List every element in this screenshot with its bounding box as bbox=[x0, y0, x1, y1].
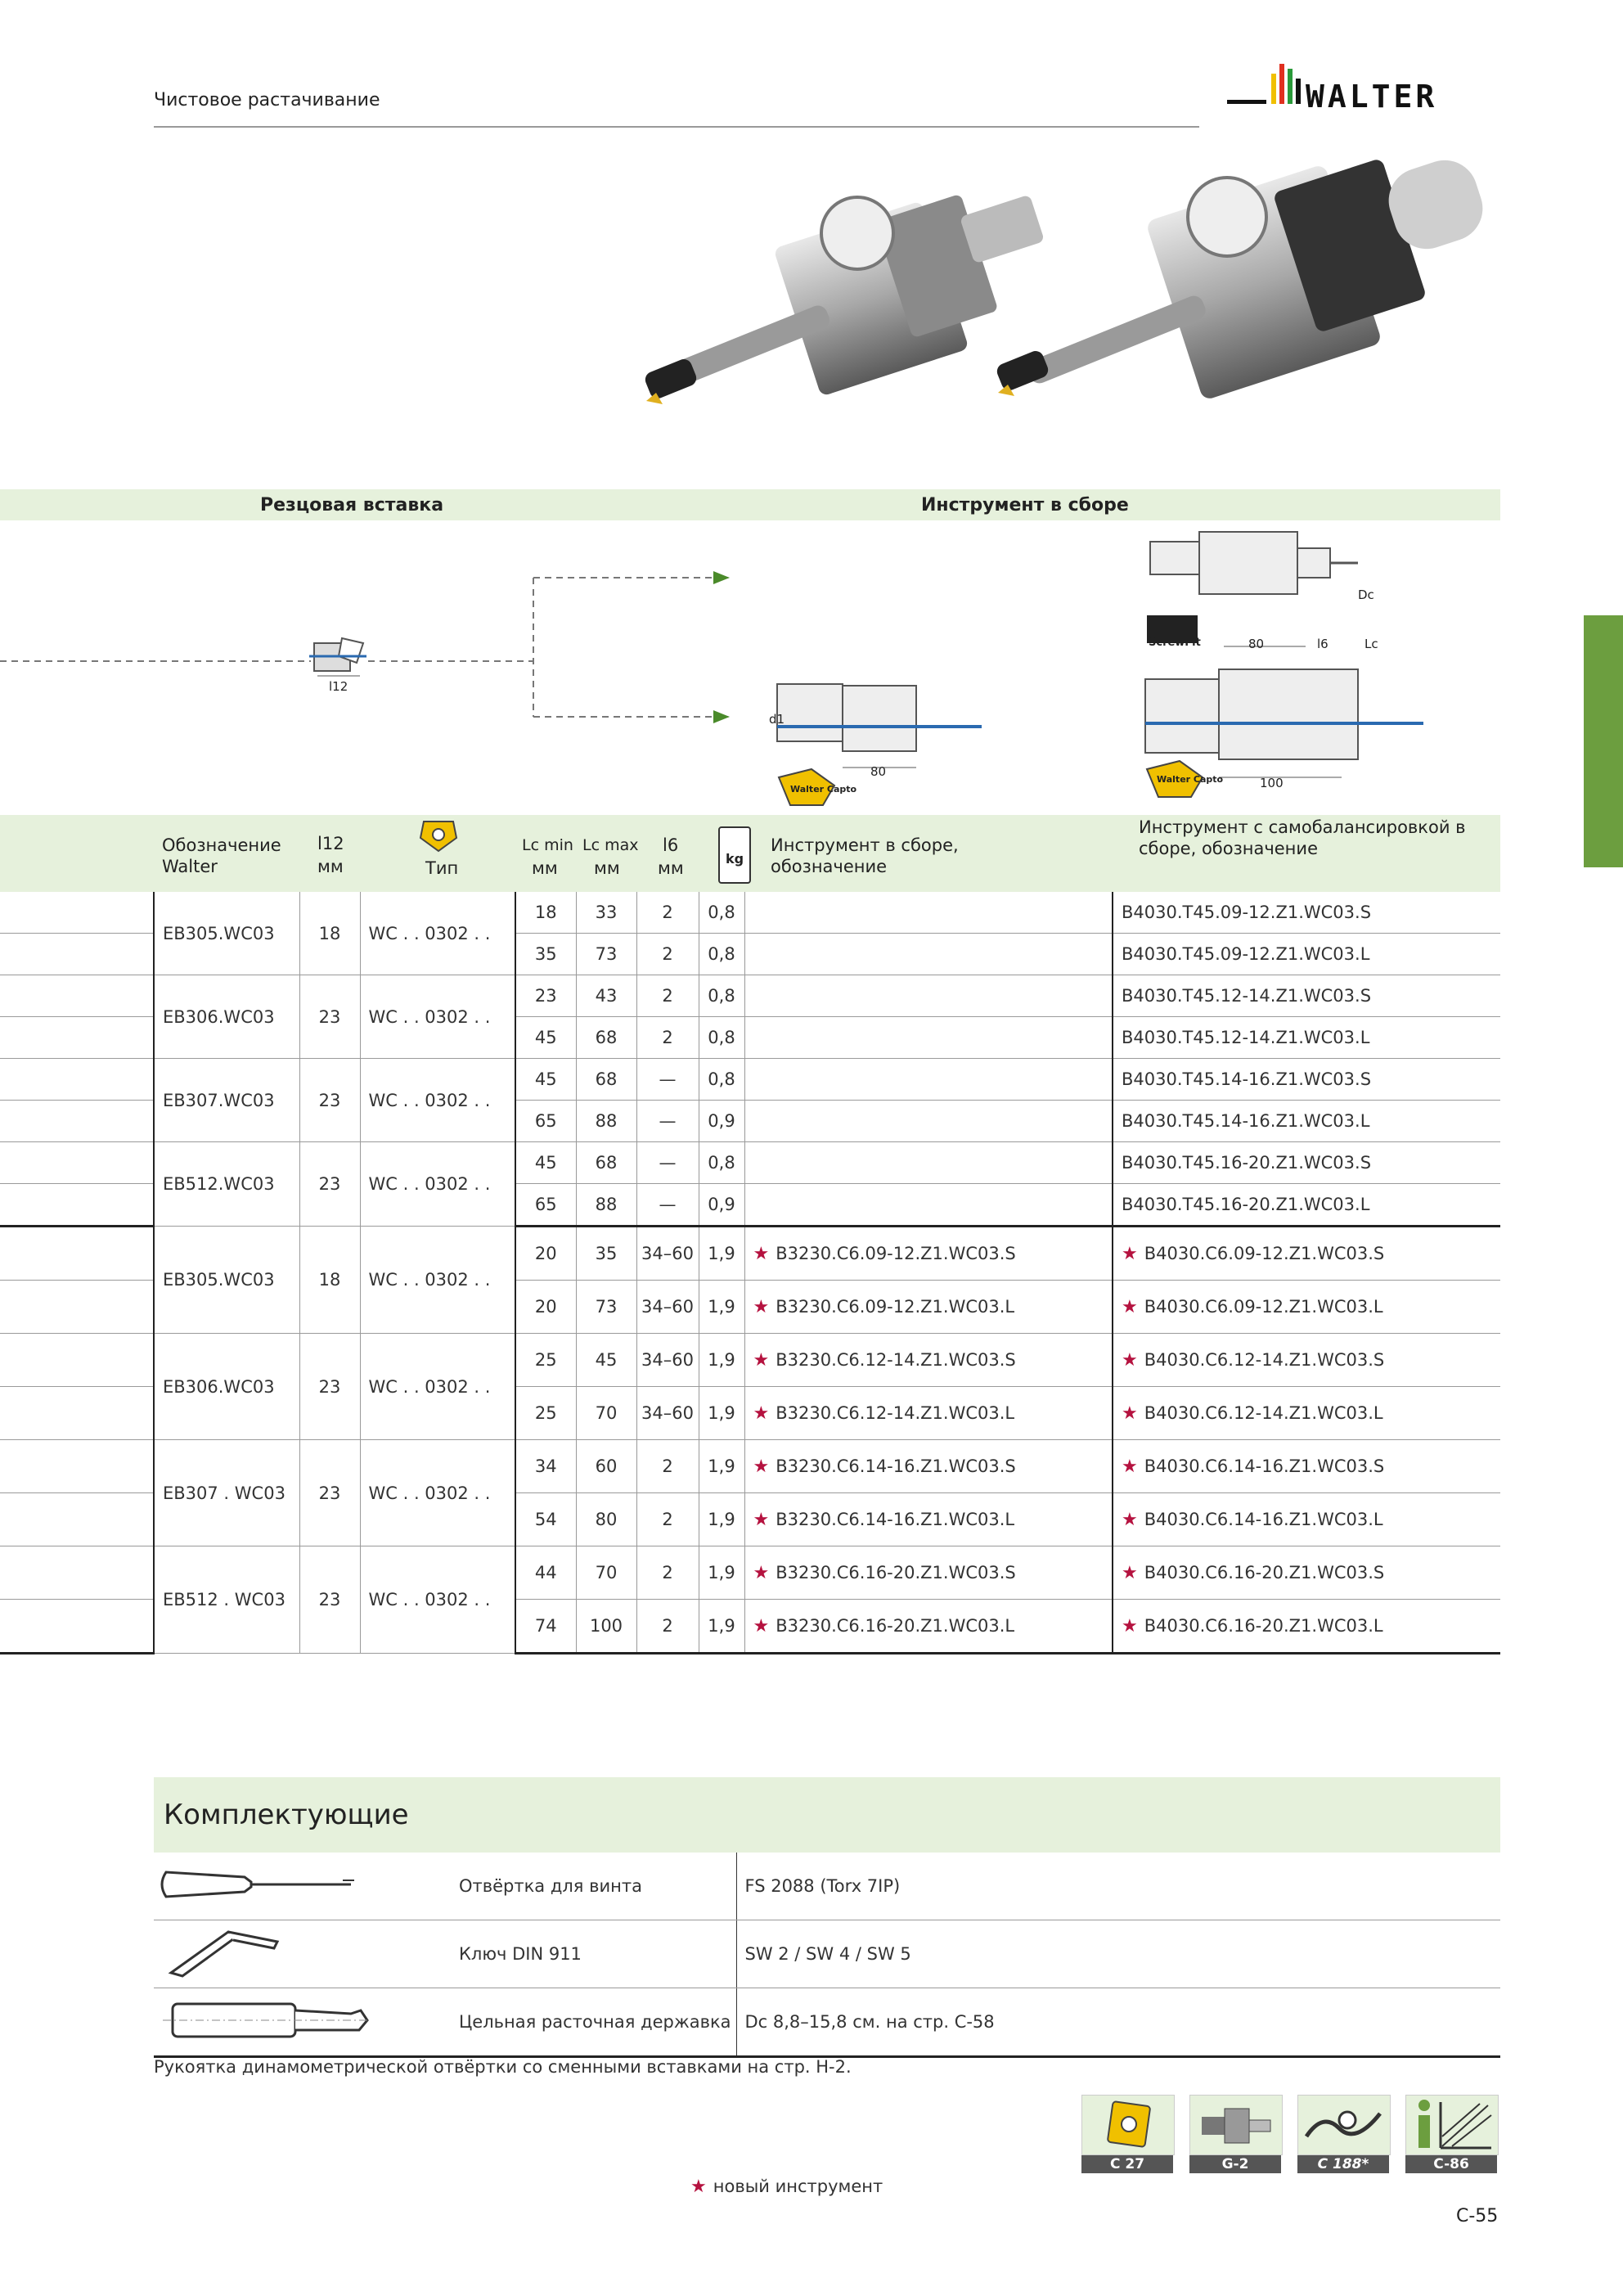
star-icon: ★ bbox=[1122, 1456, 1138, 1477]
list-item bbox=[154, 1988, 1500, 2057]
cell-type: WC . . 0302 . . bbox=[360, 1227, 515, 1334]
row-lead-blank bbox=[0, 934, 154, 975]
row-lead-blank bbox=[0, 1281, 154, 1334]
accessory-label: Цельная расточная державка bbox=[458, 1988, 736, 2057]
table-header bbox=[0, 815, 1500, 892]
accessory-value: Dc 8,8–15,8 см. на стр. C-58 bbox=[736, 1988, 1500, 2057]
table-row bbox=[0, 1546, 1500, 1600]
cell-lcmax: 68 bbox=[576, 1017, 636, 1059]
cell-weight: 0,8 bbox=[699, 1059, 744, 1101]
cell-selfbalance-text: B4030.T45.14-16.Z1.WC03.L bbox=[1122, 1111, 1370, 1131]
star-icon: ★ bbox=[1122, 1243, 1138, 1264]
accessories-note: Рукоятка динамометрической отвёртки со сменными вставками на стр. H-2. bbox=[154, 2057, 852, 2077]
cell-lcmax: 80 bbox=[576, 1493, 636, 1546]
cell-assembly bbox=[744, 1184, 1113, 1227]
cell-l6: 2 bbox=[636, 1017, 699, 1059]
cell-assembly bbox=[744, 1227, 1113, 1281]
product-photos bbox=[638, 155, 1522, 458]
cell-l12: 18 bbox=[299, 892, 360, 975]
cell-designation: EB512 . WC03 bbox=[154, 1546, 299, 1654]
screwdriver-icon bbox=[154, 1853, 458, 1920]
cell-weight: 0,8 bbox=[699, 934, 744, 975]
star-icon: ★ bbox=[753, 1243, 770, 1264]
cell-l6: — bbox=[636, 1142, 699, 1184]
boring-head-photo-1 bbox=[643, 194, 1045, 404]
cell-selfbalance-text: B4030.C6.12-14.Z1.WC03.L bbox=[1144, 1402, 1383, 1423]
hex-key-icon bbox=[154, 1920, 458, 1988]
cell-assembly bbox=[744, 975, 1113, 1017]
cell-selfbalance bbox=[1113, 1334, 1500, 1387]
cell-designation: EB305.WC03 bbox=[154, 1227, 299, 1334]
accessory-label: Отвёртка для винта bbox=[458, 1853, 736, 1920]
star-icon: ★ bbox=[753, 1456, 770, 1477]
cell-weight: 0,9 bbox=[699, 1184, 744, 1227]
cell-l6: 34–60 bbox=[636, 1334, 699, 1387]
cell-l12: 23 bbox=[299, 1440, 360, 1546]
boring-bar-icon bbox=[154, 1988, 458, 2057]
ref-technical[interactable] bbox=[1297, 2095, 1389, 2173]
cell-type: WC . . 0302 . . bbox=[360, 1334, 515, 1440]
cell-l6: — bbox=[636, 1101, 699, 1142]
cell-assembly bbox=[744, 1059, 1113, 1101]
cell-lcmin: 45 bbox=[515, 1142, 576, 1184]
cell-l6: 34–60 bbox=[636, 1281, 699, 1334]
cell-selfbalance-text: B4030.T45.09-12.Z1.WC03.L bbox=[1122, 944, 1370, 964]
cell-lcmax: 43 bbox=[576, 975, 636, 1017]
cell-designation: EB306.WC03 bbox=[154, 1334, 299, 1440]
ref-insert-label: C 27 bbox=[1081, 2155, 1173, 2173]
cell-selfbalance-text: B4030.T45.14-16.Z1.WC03.S bbox=[1122, 1069, 1372, 1089]
cell-weight: 1,9 bbox=[699, 1440, 744, 1493]
cell-assembly bbox=[744, 1600, 1113, 1654]
cell-lcmin: 20 bbox=[515, 1281, 576, 1334]
col-lcmin-unit: мм bbox=[532, 858, 558, 878]
accessory-value: FS 2088 (Torx 7IP) bbox=[736, 1853, 1500, 1920]
list-item bbox=[154, 1853, 1500, 1920]
cell-l12: 18 bbox=[299, 1227, 360, 1334]
star-icon: ★ bbox=[690, 2177, 707, 2197]
col-lcmin-header: Lc min bbox=[522, 836, 573, 854]
star-icon: ★ bbox=[753, 1509, 770, 1530]
weight-icon-label: kg bbox=[725, 851, 744, 867]
cell-type: WC . . 0302 . . bbox=[360, 1059, 515, 1142]
l6-label: l6 bbox=[1317, 637, 1329, 651]
cell-selfbalance bbox=[1113, 1387, 1500, 1440]
cell-lcmin: 25 bbox=[515, 1334, 576, 1387]
cell-weight: 1,9 bbox=[699, 1387, 744, 1440]
header-rule bbox=[154, 126, 1199, 128]
boring-head-photo-2 bbox=[995, 155, 1491, 401]
page-number: C-55 bbox=[1456, 2206, 1499, 2226]
cell-assembly-text: B3230.C6.16-20.Z1.WC03.S bbox=[776, 1562, 1016, 1582]
tool1-length-label: 80 bbox=[1248, 637, 1265, 651]
table-row bbox=[0, 1334, 1500, 1387]
row-lead-blank bbox=[0, 1493, 154, 1546]
cell-weight: 0,8 bbox=[699, 892, 744, 934]
cell-l6: 2 bbox=[636, 1440, 699, 1493]
cell-lcmin: 20 bbox=[515, 1227, 576, 1281]
cell-lcmin: 34 bbox=[515, 1440, 576, 1493]
cell-assembly bbox=[744, 1017, 1113, 1059]
accessory-value: SW 2 / SW 4 / SW 5 bbox=[736, 1920, 1500, 1988]
col-l12-unit: мм bbox=[317, 857, 344, 876]
row-lead-blank bbox=[0, 1227, 154, 1281]
cell-selfbalance bbox=[1113, 892, 1500, 934]
star-icon: ★ bbox=[753, 1349, 770, 1371]
cell-assembly bbox=[744, 1387, 1113, 1440]
col-lcmax-header: Lc max bbox=[582, 836, 639, 854]
cell-selfbalance bbox=[1113, 1281, 1500, 1334]
weight-icon bbox=[718, 826, 751, 884]
cell-assembly bbox=[744, 1546, 1113, 1600]
cell-designation: EB512.WC03 bbox=[154, 1142, 299, 1227]
cell-type: WC . . 0302 . . bbox=[360, 975, 515, 1059]
assembly-section-label: Инструмент в сборе bbox=[921, 495, 1129, 515]
cell-weight: 1,9 bbox=[699, 1493, 744, 1546]
walter-logo-text: WALTER bbox=[1306, 79, 1438, 115]
tool-table bbox=[0, 892, 1500, 1654]
table-row bbox=[0, 1440, 1500, 1493]
row-lead-blank bbox=[0, 1546, 154, 1600]
cell-designation: EB306.WC03 bbox=[154, 975, 299, 1059]
col-designation-header: Обозначение Walter bbox=[162, 835, 281, 876]
tool3-length-label: 100 bbox=[1260, 776, 1284, 790]
table-row bbox=[0, 892, 1500, 934]
cell-l12: 23 bbox=[299, 1334, 360, 1440]
cell-l12: 23 bbox=[299, 1059, 360, 1142]
insert-drawing bbox=[309, 638, 366, 676]
cell-selfbalance-text: B4030.C6.16-20.Z1.WC03.S bbox=[1144, 1562, 1385, 1582]
cell-l6: 2 bbox=[636, 934, 699, 975]
row-lead-blank bbox=[0, 1017, 154, 1059]
holder-icon bbox=[1189, 2095, 1283, 2155]
cell-assembly-text: B3230.C6.09-12.Z1.WC03.L bbox=[776, 1296, 1015, 1317]
cell-lcmax: 68 bbox=[576, 1142, 636, 1184]
cell-selfbalance-text: B4030.T45.16-20.Z1.WC03.S bbox=[1122, 1153, 1372, 1173]
ref-technical-label: C 188* bbox=[1297, 2155, 1389, 2173]
cell-weight: 0,8 bbox=[699, 1142, 744, 1184]
cell-weight: 1,9 bbox=[699, 1546, 744, 1600]
table-row bbox=[0, 1059, 1500, 1101]
cell-weight: 1,9 bbox=[699, 1600, 744, 1654]
ref-insert[interactable] bbox=[1081, 2095, 1173, 2173]
cell-selfbalance-text: B4030.C6.09-12.Z1.WC03.S bbox=[1144, 1243, 1385, 1263]
row-lead-blank bbox=[0, 1387, 154, 1440]
cell-selfbalance bbox=[1113, 1440, 1500, 1493]
cell-weight: 0,9 bbox=[699, 1101, 744, 1142]
col-lcmax-unit: мм bbox=[594, 858, 620, 878]
cell-selfbalance-text: B4030.C6.14-16.Z1.WC03.L bbox=[1144, 1509, 1383, 1529]
capto-label-2: Walter Capto bbox=[1157, 774, 1224, 785]
cell-selfbalance-text: B4030.C6.09-12.Z1.WC03.L bbox=[1144, 1296, 1383, 1317]
accessories-table bbox=[154, 1853, 1500, 2058]
col-selfbalance-header: Инструмент с самобалансировкой в сборе, обозначение bbox=[1139, 817, 1466, 858]
info-chart-icon bbox=[1405, 2095, 1499, 2155]
ref-info[interactable] bbox=[1405, 2095, 1497, 2173]
row-lead-blank bbox=[0, 1600, 154, 1654]
chapter-tab bbox=[1584, 615, 1623, 867]
cell-lcmin: 25 bbox=[515, 1387, 576, 1440]
col-l6-unit: мм bbox=[658, 858, 684, 878]
cell-assembly-text: B3230.C6.12-14.Z1.WC03.S bbox=[776, 1349, 1016, 1370]
cell-lcmin: 65 bbox=[515, 1184, 576, 1227]
cell-selfbalance bbox=[1113, 1493, 1500, 1546]
cell-assembly bbox=[744, 934, 1113, 975]
row-lead-blank bbox=[0, 1142, 154, 1184]
cell-lcmax: 88 bbox=[576, 1101, 636, 1142]
cell-weight: 1,9 bbox=[699, 1281, 744, 1334]
cell-selfbalance bbox=[1113, 975, 1500, 1017]
cell-l12: 23 bbox=[299, 975, 360, 1059]
cell-lcmax: 45 bbox=[576, 1334, 636, 1387]
cell-lcmax: 33 bbox=[576, 892, 636, 934]
cell-l12: 23 bbox=[299, 1142, 360, 1227]
cell-selfbalance bbox=[1113, 1184, 1500, 1227]
star-icon: ★ bbox=[1122, 1349, 1138, 1371]
cell-selfbalance bbox=[1113, 1227, 1500, 1281]
cell-type: WC . . 0302 . . bbox=[360, 1546, 515, 1654]
cell-assembly-text: B3230.C6.12-14.Z1.WC03.L bbox=[776, 1402, 1015, 1423]
cell-lcmin: 45 bbox=[515, 1017, 576, 1059]
cell-l6: 34–60 bbox=[636, 1227, 699, 1281]
row-lead-blank bbox=[0, 975, 154, 1017]
accessory-label: Ключ DIN 911 bbox=[458, 1920, 736, 1988]
cell-weight: 0,8 bbox=[699, 975, 744, 1017]
cell-weight: 0,8 bbox=[699, 1017, 744, 1059]
row-lead-blank bbox=[0, 1101, 154, 1142]
star-icon: ★ bbox=[1122, 1296, 1138, 1317]
cell-weight: 1,9 bbox=[699, 1227, 744, 1281]
cell-l12: 23 bbox=[299, 1546, 360, 1654]
cell-lcmax: 70 bbox=[576, 1387, 636, 1440]
cell-type: WC . . 0302 . . bbox=[360, 1142, 515, 1227]
col-l12-header: l12 bbox=[317, 834, 344, 853]
cell-assembly-text: B3230.C6.14-16.Z1.WC03.S bbox=[776, 1456, 1016, 1476]
cell-l6: 34–60 bbox=[636, 1387, 699, 1440]
col-l6-header: l6 bbox=[663, 835, 679, 855]
cell-selfbalance-text: B4030.T45.12-14.Z1.WC03.L bbox=[1122, 1028, 1370, 1047]
cell-assembly bbox=[744, 1101, 1113, 1142]
cell-selfbalance bbox=[1113, 1600, 1500, 1654]
cell-lcmin: 74 bbox=[515, 1600, 576, 1654]
star-icon: ★ bbox=[753, 1562, 770, 1583]
cell-lcmax: 70 bbox=[576, 1546, 636, 1600]
cell-designation: EB305.WC03 bbox=[154, 892, 299, 975]
legend-text: новый инструмент bbox=[713, 2177, 883, 2196]
cell-selfbalance bbox=[1113, 1546, 1500, 1600]
screwfit-label: ScrewFit bbox=[1149, 637, 1201, 649]
cell-selfbalance bbox=[1113, 1101, 1500, 1142]
cell-assembly bbox=[744, 892, 1113, 934]
ref-holder-label: G-2 bbox=[1189, 2155, 1281, 2173]
d1-label: d1 bbox=[769, 712, 785, 727]
row-lead-blank bbox=[0, 892, 154, 934]
cell-assembly-text: B3230.C6.09-12.Z1.WC03.S bbox=[776, 1243, 1016, 1263]
lc-label: Lc bbox=[1364, 637, 1378, 651]
table-row bbox=[0, 1227, 1500, 1281]
accessories-title: Комплектующие bbox=[164, 1799, 409, 1831]
tool2-length-label: 80 bbox=[870, 764, 887, 779]
cell-lcmax: 35 bbox=[576, 1227, 636, 1281]
cell-lcmax: 60 bbox=[576, 1440, 636, 1493]
cell-selfbalance-text: B4030.T45.09-12.Z1.WC03.S bbox=[1122, 903, 1372, 922]
capto-label-1: Walter Capto bbox=[790, 784, 857, 795]
insert-icon bbox=[1081, 2095, 1175, 2155]
star-icon: ★ bbox=[1122, 1402, 1138, 1424]
cell-selfbalance-text: B4030.T45.12-14.Z1.WC03.S bbox=[1122, 986, 1372, 1006]
tool-drawing-screwfit bbox=[1147, 532, 1358, 646]
star-icon: ★ bbox=[1122, 1615, 1138, 1636]
cell-selfbalance-text: B4030.T45.16-20.Z1.WC03.L bbox=[1122, 1195, 1370, 1214]
cell-designation: EB307.WC03 bbox=[154, 1059, 299, 1142]
new-tool-legend bbox=[690, 2177, 883, 2197]
page-section-title: Чистовое растачивание bbox=[154, 90, 380, 110]
cell-selfbalance bbox=[1113, 934, 1500, 975]
cell-l6: 2 bbox=[636, 975, 699, 1017]
cell-l6: 2 bbox=[636, 1600, 699, 1654]
cell-l6: — bbox=[636, 1184, 699, 1227]
ref-holder[interactable] bbox=[1189, 2095, 1281, 2173]
cell-lcmax: 68 bbox=[576, 1059, 636, 1101]
cell-type: WC . . 0302 . . bbox=[360, 892, 515, 975]
cell-l6: 2 bbox=[636, 1546, 699, 1600]
row-lead-blank bbox=[0, 1059, 154, 1101]
row-lead-blank bbox=[0, 1184, 154, 1227]
ref-info-label: C-86 bbox=[1405, 2155, 1497, 2173]
cell-assembly-text: B3230.C6.16-20.Z1.WC03.L bbox=[776, 1615, 1015, 1636]
section-band bbox=[0, 489, 1500, 520]
star-icon: ★ bbox=[753, 1615, 770, 1636]
cell-lcmax: 73 bbox=[576, 1281, 636, 1334]
technical-drawings bbox=[0, 524, 1505, 815]
cell-l6: 2 bbox=[636, 892, 699, 934]
cell-assembly-text: B3230.C6.14-16.Z1.WC03.L bbox=[776, 1509, 1015, 1529]
insert-type-icon bbox=[419, 818, 458, 854]
cell-l6: — bbox=[636, 1059, 699, 1101]
insert-section-label: Резцовая вставка bbox=[260, 495, 444, 515]
row-lead-blank bbox=[0, 1440, 154, 1493]
cell-assembly bbox=[744, 1493, 1113, 1546]
cell-assembly bbox=[744, 1334, 1113, 1387]
cell-selfbalance-text: B4030.C6.14-16.Z1.WC03.S bbox=[1144, 1456, 1385, 1476]
col-assembly-header: Инструмент в сборе, обозначение bbox=[771, 835, 959, 876]
cell-lcmin: 65 bbox=[515, 1101, 576, 1142]
cell-selfbalance bbox=[1113, 1142, 1500, 1184]
cell-assembly bbox=[744, 1440, 1113, 1493]
cell-lcmax: 73 bbox=[576, 934, 636, 975]
star-icon: ★ bbox=[1122, 1509, 1138, 1530]
cell-selfbalance-text: B4030.C6.12-14.Z1.WC03.S bbox=[1144, 1349, 1385, 1370]
cell-selfbalance bbox=[1113, 1017, 1500, 1059]
row-lead-blank bbox=[0, 1334, 154, 1387]
table-row bbox=[0, 1142, 1500, 1184]
cell-l6: 2 bbox=[636, 1493, 699, 1546]
technical-icon bbox=[1297, 2095, 1391, 2155]
cell-lcmin: 18 bbox=[515, 892, 576, 934]
cell-selfbalance bbox=[1113, 1059, 1500, 1101]
cell-lcmin: 45 bbox=[515, 1059, 576, 1101]
cell-assembly bbox=[744, 1142, 1113, 1184]
dc-label: Dc bbox=[1358, 588, 1374, 602]
cell-lcmax: 100 bbox=[576, 1600, 636, 1654]
star-icon: ★ bbox=[753, 1402, 770, 1424]
insert-dim-label: l12 bbox=[329, 679, 348, 694]
star-icon: ★ bbox=[753, 1296, 770, 1317]
col-type-header: Тип bbox=[425, 858, 459, 878]
cell-lcmin: 54 bbox=[515, 1493, 576, 1546]
cell-weight: 1,9 bbox=[699, 1334, 744, 1387]
star-icon: ★ bbox=[1122, 1562, 1138, 1583]
cell-designation: EB307 . WC03 bbox=[154, 1440, 299, 1546]
cell-lcmin: 23 bbox=[515, 975, 576, 1017]
cell-lcmin: 44 bbox=[515, 1546, 576, 1600]
cell-lcmax: 88 bbox=[576, 1184, 636, 1227]
table-row bbox=[0, 975, 1500, 1017]
list-item bbox=[154, 1920, 1500, 1988]
cell-assembly bbox=[744, 1281, 1113, 1334]
cell-type: WC . . 0302 . . bbox=[360, 1440, 515, 1546]
cell-lcmin: 35 bbox=[515, 934, 576, 975]
cell-selfbalance-text: B4030.C6.16-20.Z1.WC03.L bbox=[1144, 1615, 1383, 1636]
